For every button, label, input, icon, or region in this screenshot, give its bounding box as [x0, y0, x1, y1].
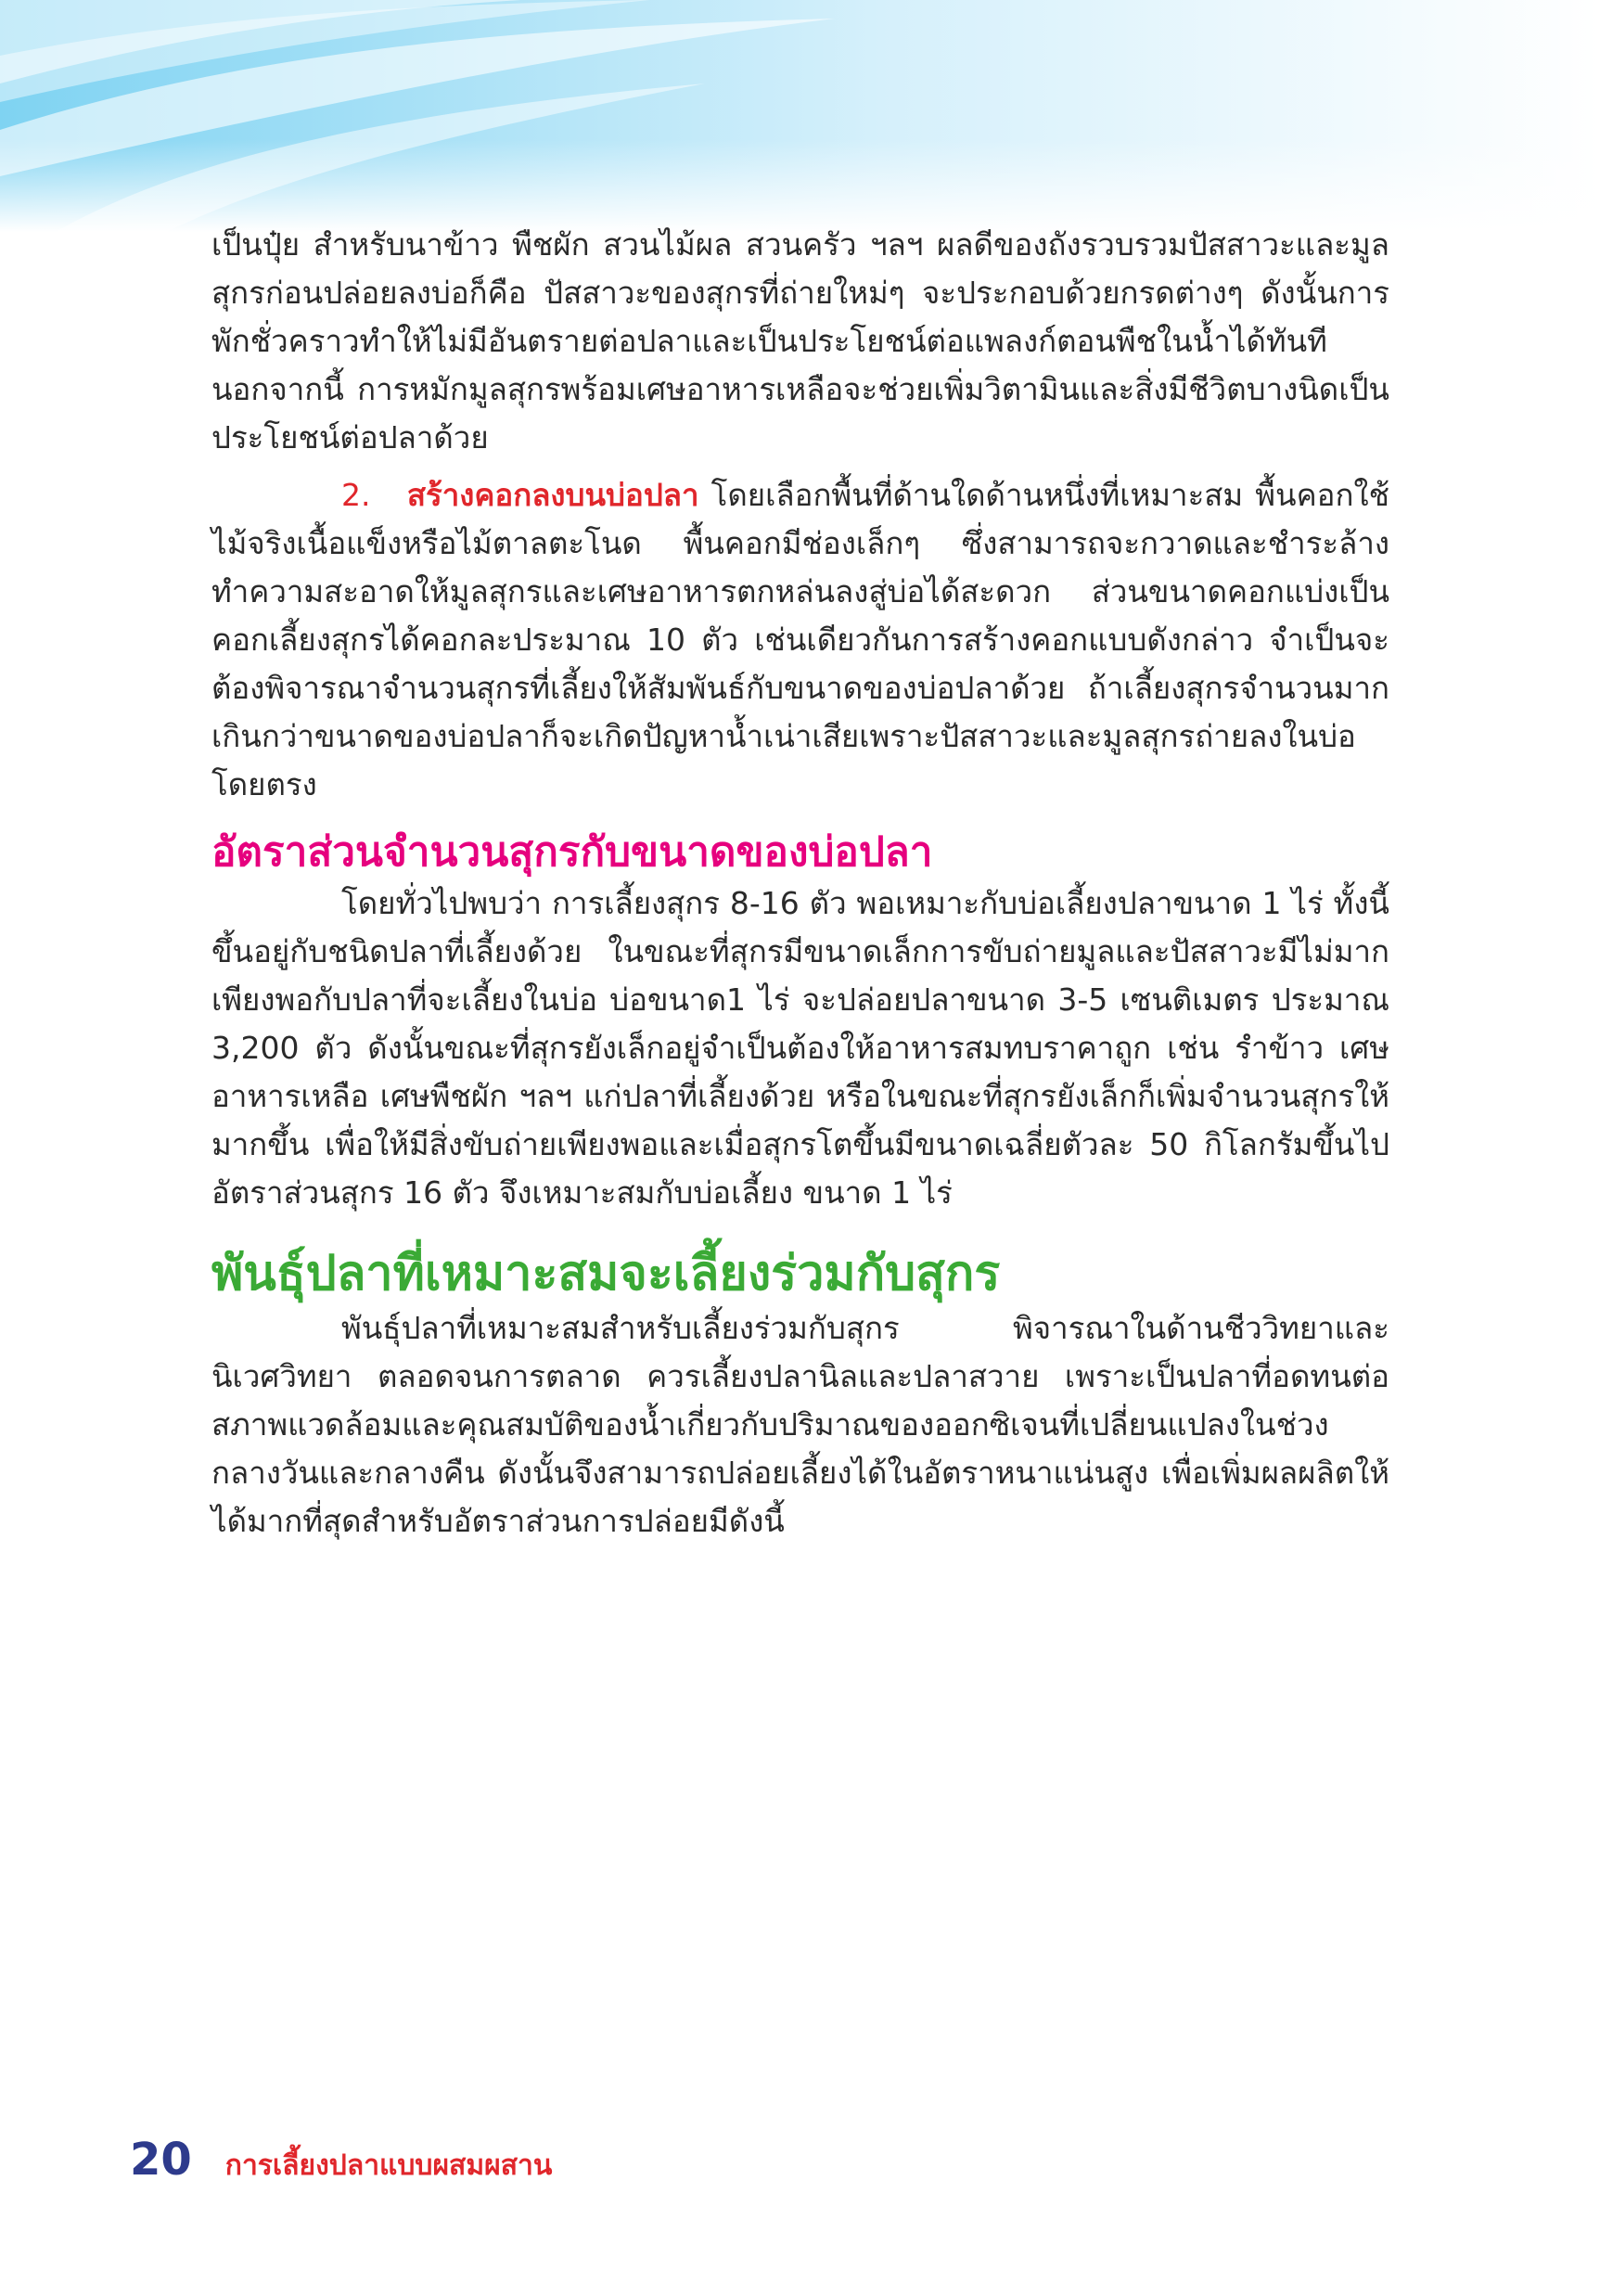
paragraph-intro: เป็นปุ๋ย สำหรับนาข้าว พืชผัก สวนไม้ผล สวนครัว ฯลฯ ผลดีของถังรวบรวมปัสสาวะและมูลสุกรก่อนปล่อยลงบ่อก็คือ ปัสสาวะของสุกรที่ถ่ายใหม่ๆ จะประกอบด้วยกรดต่างๆ ดังนั้นการพักชั่วคราวทำให้ไม่มีอันตรายต่อปลาและเป็นประโยชน์ต่อแพลงก์ตอนพืชในน้ำได้ทันที นอกจากนี้ การหมักมูลสุกรพร้อมเศษอาหารเหลือจะช่วยเพิ่มวิตามินและสิ่งมีชีวิตบางนิดเป็นประโยชน์ต่อปลาด้วย — [211, 226, 1389, 455]
running-book-title: การเลี้ยงปลาแบบผสมผสาน — [224, 2149, 553, 2182]
heading-pig-pond-ratio: อัตราส่วนจำนวนสุกรกับขนาดของบ่อปลา — [211, 828, 933, 876]
header-wave-decoration — [0, 0, 1600, 232]
page-footer — [130, 2134, 552, 2187]
paragraph-ratio: โดยทั่วไปพบว่า การเลี้ยงสุกร 8-16 ตัว พอเหมาะกับบ่อเลี้ยงปลาขนาด 1 ไร่ ทั้งนี้ขึ้นอยู่กับชนิดปลาที่เลี้ยงด้วย ในขณะที่สุกรมีขนาดเล็กการขับถ่ายมูลและปัสสาวะมีไม่มากเพียงพอกับปลาที่จะเลี้ยงในบ่อ บ่อขนาด1 ไร่ จะปล่อยปลาขนาด 3-5 เซนติเมตร ประมาณ 3,200 ตัว ดังนั้นขณะที่สุกรยังเล็กอยู่จำเป็นต้องให้อาหารสมทบราคาถูก เช่น รำข้าว เศษอาหารเหลือ เศษพืชผัก ฯลฯ แก่ปลาที่เลี้ยงด้วย หรือในขณะที่สุกรยังเล็กก็เพิ่มจำนวนสุกรให้มากขึ้น เพื่อให้มีสิ่งขับถ่ายเพียงพอและเมื่อสุกรโตขึ้นมีขนาดเฉลี่ยตัวละ 50 กิโลกรัมขึ้นไป อัตราส่วนสุกร 16 ตัว จึงเหมาะสมกับบ่อเลี้ยง ขนาด 1 ไร่ — [211, 885, 1389, 1211]
page-number: 20 — [130, 2134, 192, 2186]
page-body — [211, 221, 1389, 1546]
section-2-number: 2. — [341, 477, 371, 513]
section-2-title: สร้างคอกลงบนบ่อปลา — [406, 477, 699, 513]
section-2-body: โดยเลือกพื้นที่ด้านใดด้านหนึ่งที่เหมาะสม พื้นคอกใช้ไม้จริงเนื้อแข็งหรือไม้ตาลตะโนด พื้นคอกมีช่องเล็กๆ ซึ่งสามารถจะกวาดและชำระล้างทำความสะอาดให้มูลสุกรและเศษอาหารตกหล่นลงสู่บ่อได้สะดวก ส่วนขนาดคอกแบ่งเป็นคอกเลี้ยงสุกรได้คอกละประมาณ 10 ตัว เช่นเดียวกันการสร้างคอกแบบดังกล่าว จำเป็นจะต้องพิจารณาจำนวนสุกรที่เลี้ยงให้สัมพันธ์กับขนาดของบ่อปลาด้วย ถ้าเลี้ยงสุกรจำนวนมากเกินกว่าขนาดของบ่อปลาก็จะเกิดปัญหาน้ำเน่าเสียเพราะปัสสาวะและมูลสุกรถ่ายลงในบ่อโดยตรง — [211, 477, 1389, 802]
paragraph-species: พันธุ์ปลาที่เหมาะสมสำหรับเลี้ยงร่วมกับสุกร พิจารณาในด้านชีววิทยาและนิเวศวิทยา ตลอดจนการตลาด ควรเลี้ยงปลานิลและปลาสวาย เพราะเป็นปลาที่อดทนต่อสภาพแวดล้อมและคุณสมบัติของน้ำเกี่ยวกับปริมาณของออกซิเจนที่เปลี่ยนแปลงในช่วงกลางวันและกลางคืน ดังนั้นจึงสามารถปล่อยเลี้ยงได้ในอัตราหนาแน่นสูง เพื่อเพิ่มผลผลิตให้ได้มากที่สุดสำหรับอัตราส่วนการปล่อยมีดังนี้ — [211, 1310, 1389, 1539]
heading-fish-species: พันธุ์ปลาที่เหมาะสมจะเลี้ยงร่วมกับสุกร — [211, 1246, 1001, 1302]
section-2-paragraph — [211, 471, 1389, 809]
